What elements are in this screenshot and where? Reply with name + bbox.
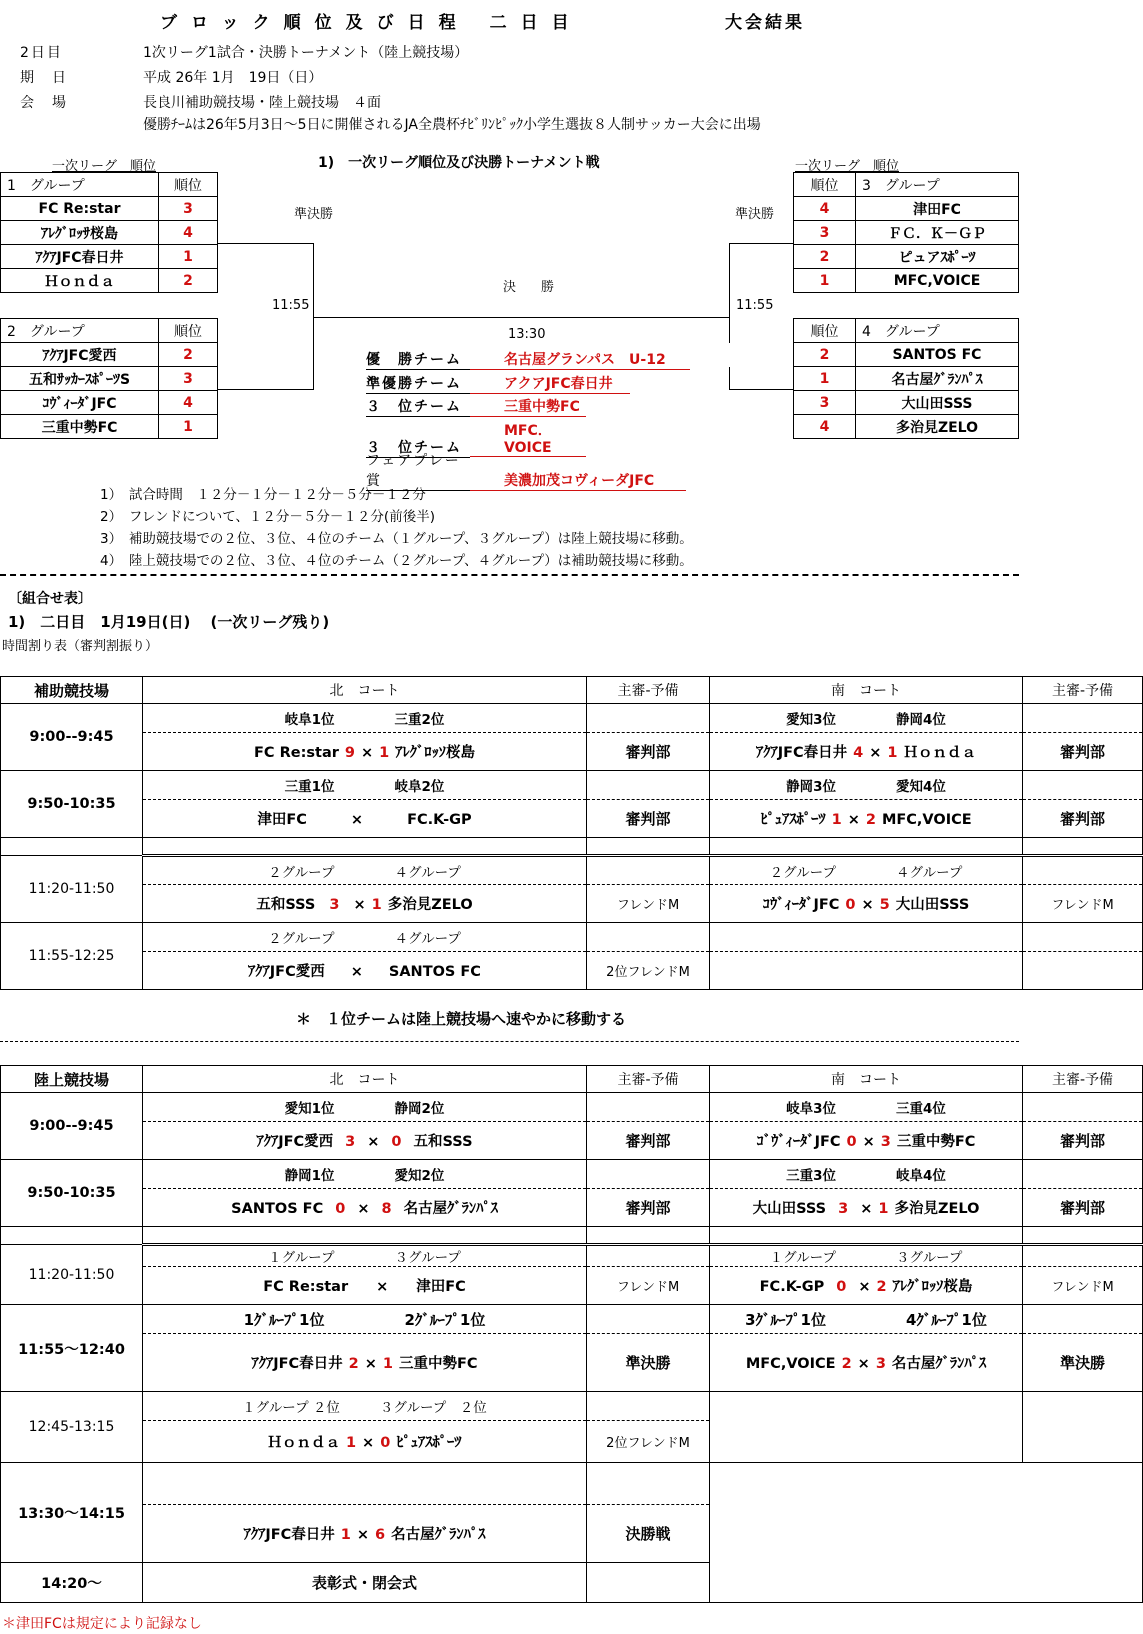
group-name: 4 グループ [856, 319, 1019, 343]
group-label: ４グループ [394, 864, 461, 881]
team-rank: 1 [159, 415, 218, 439]
bracket-line [729, 243, 793, 244]
team-rank: 4 [159, 221, 218, 245]
bracket-line [218, 243, 314, 244]
seed-label: 愛知1位 [284, 1101, 335, 1117]
group-label: ３グループ [394, 1250, 461, 1266]
group-4-table [793, 318, 1019, 439]
seed-label: 三重1位 [284, 779, 335, 795]
result-label: 大会結果 [725, 13, 805, 33]
note-3: 3） 補助競技場での２位、３位、４位のチーム（１グループ、３グループ）は陸上競技場に移動。 [100, 531, 693, 547]
seed-label: 三重2位 [394, 712, 445, 728]
home-team: 大山田SSS [752, 1201, 827, 1217]
referee: 審判部 [587, 1189, 710, 1227]
league-label-right: 一次リーグ 順位 [795, 159, 900, 174]
group-label: ４グループ [896, 864, 963, 881]
league-label-left: 一次リーグ 順位 [52, 159, 157, 174]
match-row: ｱｸｱJFC愛西 × SANTOS FC 2位フレンドM [1, 952, 1143, 990]
away-score: 1 [887, 745, 898, 761]
team-name: MFC,VOICE [856, 269, 1019, 293]
award-fair-play: フェアプレー賞 美濃加茂コヴィーダJFC [366, 450, 686, 491]
referee: フレンドM [1023, 1267, 1143, 1305]
seed-label: 岐阜3位 [786, 1101, 836, 1117]
team-rank: 2 [794, 245, 856, 269]
home-score: 9 [344, 745, 355, 761]
seed-label: 岐阜1位 [284, 712, 335, 728]
match-row: 津田FC × FC.K-GP 審判部 ﾋﾟｭｱｽﾎﾟｰﾂ 1 × 2 MFC,VOICE 審判部 [1, 800, 1143, 838]
match-row: ｱｸｱJFC春日井 2 × 1 三重中勢FC 準決勝 MFC,VOICE 2 × 3 名古屋ｸﾞﾗﾝﾊﾟｽ 準決勝 [1, 1334, 1143, 1392]
north-court-header: 北 コート [143, 1066, 587, 1093]
referee: フレンドM [587, 885, 710, 923]
slot-time: 14:20～ [1, 1563, 143, 1603]
team-name: Ｈｏｎｄａ [1, 269, 159, 293]
referee: 審判部 [587, 733, 710, 771]
group-3-table [793, 172, 1019, 293]
north-court-header: 北 コート [143, 677, 587, 704]
slot-time: 11:20-11:50 [1, 856, 143, 923]
away-team: ﾋﾟｭｱｽﾎﾟｰﾂ [396, 1435, 462, 1451]
away-score: 5 [879, 897, 890, 913]
section-divider [0, 574, 1019, 576]
info-label-venue: 会 場 [20, 95, 68, 111]
home-score: 2 [841, 1356, 852, 1372]
referee: 審判部 [587, 800, 710, 838]
home-team: ｺｳﾞｨｰﾀﾞJFC [762, 897, 840, 913]
slot-time: 12:45-13:15 [1, 1392, 143, 1463]
home-team: Ｈｏｎｄａ [267, 1435, 340, 1451]
team-rank: 3 [794, 221, 856, 245]
footer-note: ＊津田FCは規定により記録なし [2, 1616, 202, 1632]
team-name: ｱｸｱJFC春日井 [1, 245, 159, 269]
home-score: 0 [836, 1279, 847, 1295]
seed-label: 2ｸﾞﾙｰﾌﾟ1位 [404, 1310, 486, 1329]
team-name: 三重中勢FC [1, 415, 159, 439]
away-score: 2 [876, 1279, 887, 1295]
bracket-line [729, 389, 793, 390]
team-name: ｺｳﾞｨｰﾀﾞJFC [1, 391, 159, 415]
group-label: ３グループ ２位 [379, 1400, 487, 1416]
bracket-line [729, 243, 730, 343]
slot-time: 9:00--9:45 [1, 704, 143, 771]
team-name: 五和ｻｯｶｰｽﾎﾟｰﾂS [1, 367, 159, 391]
away-team: MFC,VOICE [881, 812, 972, 828]
referee: 2位フレンドM [587, 1421, 710, 1463]
referee: 審判部 [1023, 1189, 1143, 1227]
home-score: 3 [329, 897, 340, 913]
team-name: ピュアｽﾎﾟｰﾂ [856, 245, 1019, 269]
slot-time: 9:00--9:45 [1, 1093, 143, 1160]
group-label: ２グループ [268, 864, 335, 881]
away-team: 名古屋ｸﾞﾗﾝﾊﾟｽ [391, 1527, 486, 1543]
home-score: 1 [831, 812, 842, 828]
team-name: FC Re:star [1, 197, 159, 221]
home-team: ｱｸｱJFC春日井 [755, 745, 848, 761]
venue-name: 補助競技場 [1, 677, 143, 704]
group-label: １グループ [268, 1250, 335, 1266]
group-name: 1 グループ [1, 173, 159, 197]
rank-header: 順位 [159, 319, 218, 343]
seed-label: 愛知4位 [896, 779, 946, 795]
team-name: ｱﾚｸﾞﾛｯｻ桜島 [1, 221, 159, 245]
referee: 準決勝 [1023, 1334, 1143, 1392]
semifinal-label-right: 準決勝 [735, 207, 775, 222]
away-score: 2 [865, 812, 876, 828]
group-2-table [0, 318, 218, 439]
referee: フレンドM [1023, 885, 1143, 923]
away-score: 8 [381, 1201, 392, 1217]
team-name: 津田FC [856, 197, 1019, 221]
info-label-date: 期 日 [20, 70, 68, 86]
away-team: 三重中勢FC [399, 1356, 478, 1372]
home-team: ｱｸｱJFC愛西 [256, 1134, 334, 1150]
info-label-day: 2日目 [20, 45, 63, 61]
away-team: 名古屋ｸﾞﾗﾝﾊﾟｽ [403, 1201, 498, 1217]
seed-label: 1ｸﾞﾙｰﾌﾟ1位 [243, 1310, 325, 1329]
team-rank: 2 [794, 343, 856, 367]
team-name: ｱｸｱJFC愛西 [1, 343, 159, 367]
note-2: 2） フレンドについて、１２分－５分－１２分(前後半) [100, 509, 435, 525]
home-team: MFC,VOICE [745, 1356, 836, 1372]
team-rank: 2 [159, 343, 218, 367]
match-row: ｱｸｱJFC春日井 1 × 6 名古屋ｸﾞﾗﾝﾊﾟｽ 決勝戦 [1, 1505, 1143, 1563]
bracket-line [729, 367, 730, 390]
group-name: 3 グループ [856, 173, 1019, 197]
home-score: 0 [845, 897, 856, 913]
slot-time: 11:20-11:50 [1, 1245, 143, 1305]
rank-header: 順位 [159, 173, 218, 197]
home-score: 3 [345, 1134, 356, 1150]
team-rank: 3 [794, 391, 856, 415]
group-name: 2 グループ [1, 319, 159, 343]
slot-time: 13:30～14:15 [1, 1463, 143, 1563]
seed-label: 静岡2位 [394, 1101, 445, 1117]
away-team: 三重中勢FC [896, 1134, 976, 1150]
bracket-section-title: 1) 一次リーグ順位及び決勝トーナメント戦 [318, 155, 600, 171]
away-score: 1 [382, 1356, 393, 1372]
team-rank: 3 [159, 367, 218, 391]
match-row: ｱｸｱJFC愛西 3 × 0 五和SSS 審判部 ｺﾞｳﾞｨｰﾀﾞJFC 0 × 3 三重中勢FC 審判部 [1, 1122, 1143, 1160]
award-third-2: ３ 位チームMFC．VOICE [366, 420, 586, 458]
schedule-table-athletics [0, 1065, 1143, 1603]
match-row: FC Re:star 9 × 1 ｱﾚｸﾞﾛｯｿ桜島 審判部 ｱｸｱJFC春日井 4 × 1 Ｈｏｎｄａ 審判部 [1, 733, 1143, 771]
match-row: FC Re:star × 津田FC フレンドM FC.K-GP 0 × 2 ｱﾚｸﾞﾛｯｿ桜島 フレンドM [1, 1267, 1143, 1305]
slot-time: 9:50-10:35 [1, 771, 143, 838]
schedule-table-auxiliary [0, 676, 1143, 990]
section-divider [0, 1041, 1019, 1042]
move-note: ＊ １位チームは陸上競技場へ速やかに移動する [296, 1010, 627, 1028]
seed-label: 4ｸﾞﾙｰﾌﾟ1位 [906, 1310, 987, 1329]
info-value-venue: 長良川補助競技場・陸上競技場 ４面 [143, 95, 381, 111]
referee: 審判部 [1023, 1122, 1143, 1160]
away-team: FC.K-GP [407, 812, 472, 828]
seed-label: 静岡1位 [284, 1168, 335, 1184]
home-score: 3 [838, 1201, 849, 1217]
ref-header: 主審-予備 [587, 1066, 710, 1093]
home-team: FC Re:star [263, 1279, 349, 1295]
slot-time: 9:50-10:35 [1, 1160, 143, 1227]
info-value-day: 1次リーグ1試合・決勝トーナメント（陸上競技場） [143, 45, 469, 61]
home-score: 2 [348, 1356, 359, 1372]
group-label: １グループ ２位 [242, 1400, 340, 1416]
final-line [313, 317, 729, 318]
away-score: 1 [371, 897, 382, 913]
home-team: ｱｸｱJFC春日井 [251, 1356, 343, 1372]
home-team: FC Re:star [254, 745, 339, 761]
match-row: Ｈｏｎｄａ 1 × 0 ﾋﾟｭｱｽﾎﾟｰﾂ 2位フレンドM [1, 1421, 1143, 1463]
home-team: ｺﾞｳﾞｨｰﾀﾞJFC [756, 1134, 841, 1150]
info-qualification-note: 優勝ﾁｰﾑは26年5月3日～5日に開催されるJA全農杯ﾁﾋﾞﾘﾝﾋﾟｯｸ小学生選抜８人制サッカー大会に出場 [143, 117, 761, 133]
referee: 審判部 [587, 1122, 710, 1160]
schedule-section-label: 〔組合せ表〕 [8, 591, 92, 607]
away-team: 多治見ZELO [387, 897, 473, 913]
home-score: 1 [345, 1435, 357, 1451]
referee: 決勝戦 [587, 1505, 710, 1563]
ref-header: 主審-予備 [587, 677, 710, 704]
home-team: SANTOS FC [231, 1201, 324, 1217]
rank-header: 順位 [794, 319, 856, 343]
south-court-header: 南 コート [710, 677, 1023, 704]
group-label: ４グループ [394, 931, 461, 947]
seed-label: 岐阜2位 [394, 779, 445, 795]
team-rank: 1 [794, 367, 856, 391]
home-score: 4 [853, 745, 864, 761]
semifinal-label-left: 準決勝 [294, 207, 334, 222]
away-team: 大山田SSS [895, 897, 970, 913]
referee: 2位フレンドM [587, 952, 710, 990]
home-team: ｱｸｱJFC愛西 [248, 964, 325, 980]
rank-header: 順位 [794, 173, 856, 197]
away-score: 3 [875, 1356, 886, 1372]
away-team: ｱﾚｸﾞﾛｯｿ桜島 [395, 745, 475, 761]
team-rank: 2 [159, 269, 218, 293]
schedule-subtitle: 1) 二日目 1月19日(日) (一次リーグ残り) [8, 613, 330, 631]
away-score: 1 [379, 745, 390, 761]
referee: 準決勝 [587, 1334, 710, 1392]
award-third-1: ３ 位チーム 三重中勢FC [366, 396, 586, 417]
seed-label: 静岡3位 [786, 779, 836, 795]
semifinal-time-right: 11:55 [736, 298, 774, 313]
ceremony: 表彰式・閉会式 [143, 1563, 587, 1603]
team-name: 大山田SSS [856, 391, 1019, 415]
home-team: 五和SSS [256, 897, 316, 913]
referee: 審判部 [1023, 733, 1143, 771]
team-name: 名古屋ｸﾞﾗﾝﾊﾟｽ [856, 367, 1019, 391]
away-score: 1 [878, 1201, 889, 1217]
away-team: SANTOS FC [388, 964, 481, 980]
final-label: 決 勝 [503, 280, 561, 295]
home-team: 津田FC [257, 812, 307, 828]
seed-label: 三重3位 [786, 1168, 836, 1184]
home-team: ｱｸｱJFC春日井 [243, 1527, 335, 1543]
referee: フレンドM [587, 1267, 710, 1305]
venue-name: 陸上競技場 [1, 1066, 143, 1093]
away-team: Ｈｏｎｄａ [903, 745, 977, 761]
team-name: ＦＣ．Ｋ－ＧＰ [856, 221, 1019, 245]
team-name: SANTOS FC [856, 343, 1019, 367]
group-1-table [0, 172, 218, 293]
group-label: １グループ [769, 1250, 836, 1266]
away-score: 6 [375, 1527, 386, 1543]
page-title: ブロック順位及び日程 二日目 [160, 13, 583, 33]
team-rank: 3 [159, 197, 218, 221]
note-4: 4） 陸上競技場での２位、３位、４位のチーム（２グループ、４グループ）は補助競技場に移動。 [100, 553, 693, 569]
home-score: 1 [340, 1527, 351, 1543]
semifinal-time-left: 11:55 [272, 298, 310, 313]
slot-time: 11:55-12:25 [1, 923, 143, 990]
away-score: 0 [380, 1435, 391, 1451]
seed-label: 静岡4位 [896, 712, 946, 728]
home-score: 0 [846, 1134, 857, 1150]
match-row: 五和SSS 3 × 1 多治見ZELO フレンドM ｺｳﾞｨｰﾀﾞJFC 0 × 5 大山田SSS フレンドM [1, 885, 1143, 923]
referee: 審判部 [1023, 800, 1143, 838]
home-team: FC.K-GP [759, 1279, 825, 1295]
south-court-header: 南 コート [710, 1066, 1023, 1093]
award-runner-up: 準優勝チーム アクアJFC春日井 [366, 373, 630, 394]
seed-label: 三重4位 [896, 1101, 946, 1117]
team-rank: 4 [794, 197, 856, 221]
note-1: 1） 試合時間 １２分－１分－１２分－５分－１２分 [100, 487, 426, 503]
seed-label: 愛知3位 [786, 712, 836, 728]
group-label: ２グループ [769, 864, 836, 881]
team-rank: 4 [159, 391, 218, 415]
group-label: ２グループ [268, 931, 335, 947]
schedule-caption: 時間割り表（審判割振り） [2, 639, 159, 654]
seed-label: 愛知2位 [394, 1168, 445, 1184]
ref-header: 主審-予備 [1023, 1066, 1143, 1093]
away-team: 五和SSS [413, 1134, 473, 1150]
away-team: 津田FC [416, 1279, 466, 1295]
team-rank: 1 [794, 269, 856, 293]
seed-label: 3ｸﾞﾙｰﾌﾟ1位 [745, 1310, 826, 1329]
away-score: 3 [880, 1134, 891, 1150]
award-champion: 優 勝チーム 名古屋グランパス U-12 [366, 349, 690, 370]
slot-time: 11:55～12:40 [1, 1305, 143, 1392]
group-label: ３グループ [896, 1250, 963, 1266]
team-rank: 1 [159, 245, 218, 269]
away-team: 名古屋ｸﾞﾗﾝﾊﾟｽ [891, 1356, 987, 1372]
final-time: 13:30 [508, 327, 546, 342]
seed-label: 岐阜4位 [896, 1168, 946, 1184]
team-name: 多治見ZELO [856, 415, 1019, 439]
team-rank: 4 [794, 415, 856, 439]
match-row: SANTOS FC 0 × 8 名古屋ｸﾞﾗﾝﾊﾟｽ 審判部 大山田SSS 3 × 1 多治見ZELO 審判部 [1, 1189, 1143, 1227]
away-team: ｱﾚｸﾞﾛｯｿ桜島 [892, 1279, 973, 1295]
home-score: 0 [335, 1201, 346, 1217]
home-team: ﾋﾟｭｱｽﾎﾟｰﾂ [760, 812, 826, 828]
bracket-line [218, 389, 314, 390]
info-value-date: 平成 26年 1月 19日（日） [143, 70, 323, 86]
away-team: 多治見ZELO [894, 1201, 980, 1217]
away-score: 0 [391, 1134, 402, 1150]
ref-header: 主審-予備 [1023, 677, 1143, 704]
